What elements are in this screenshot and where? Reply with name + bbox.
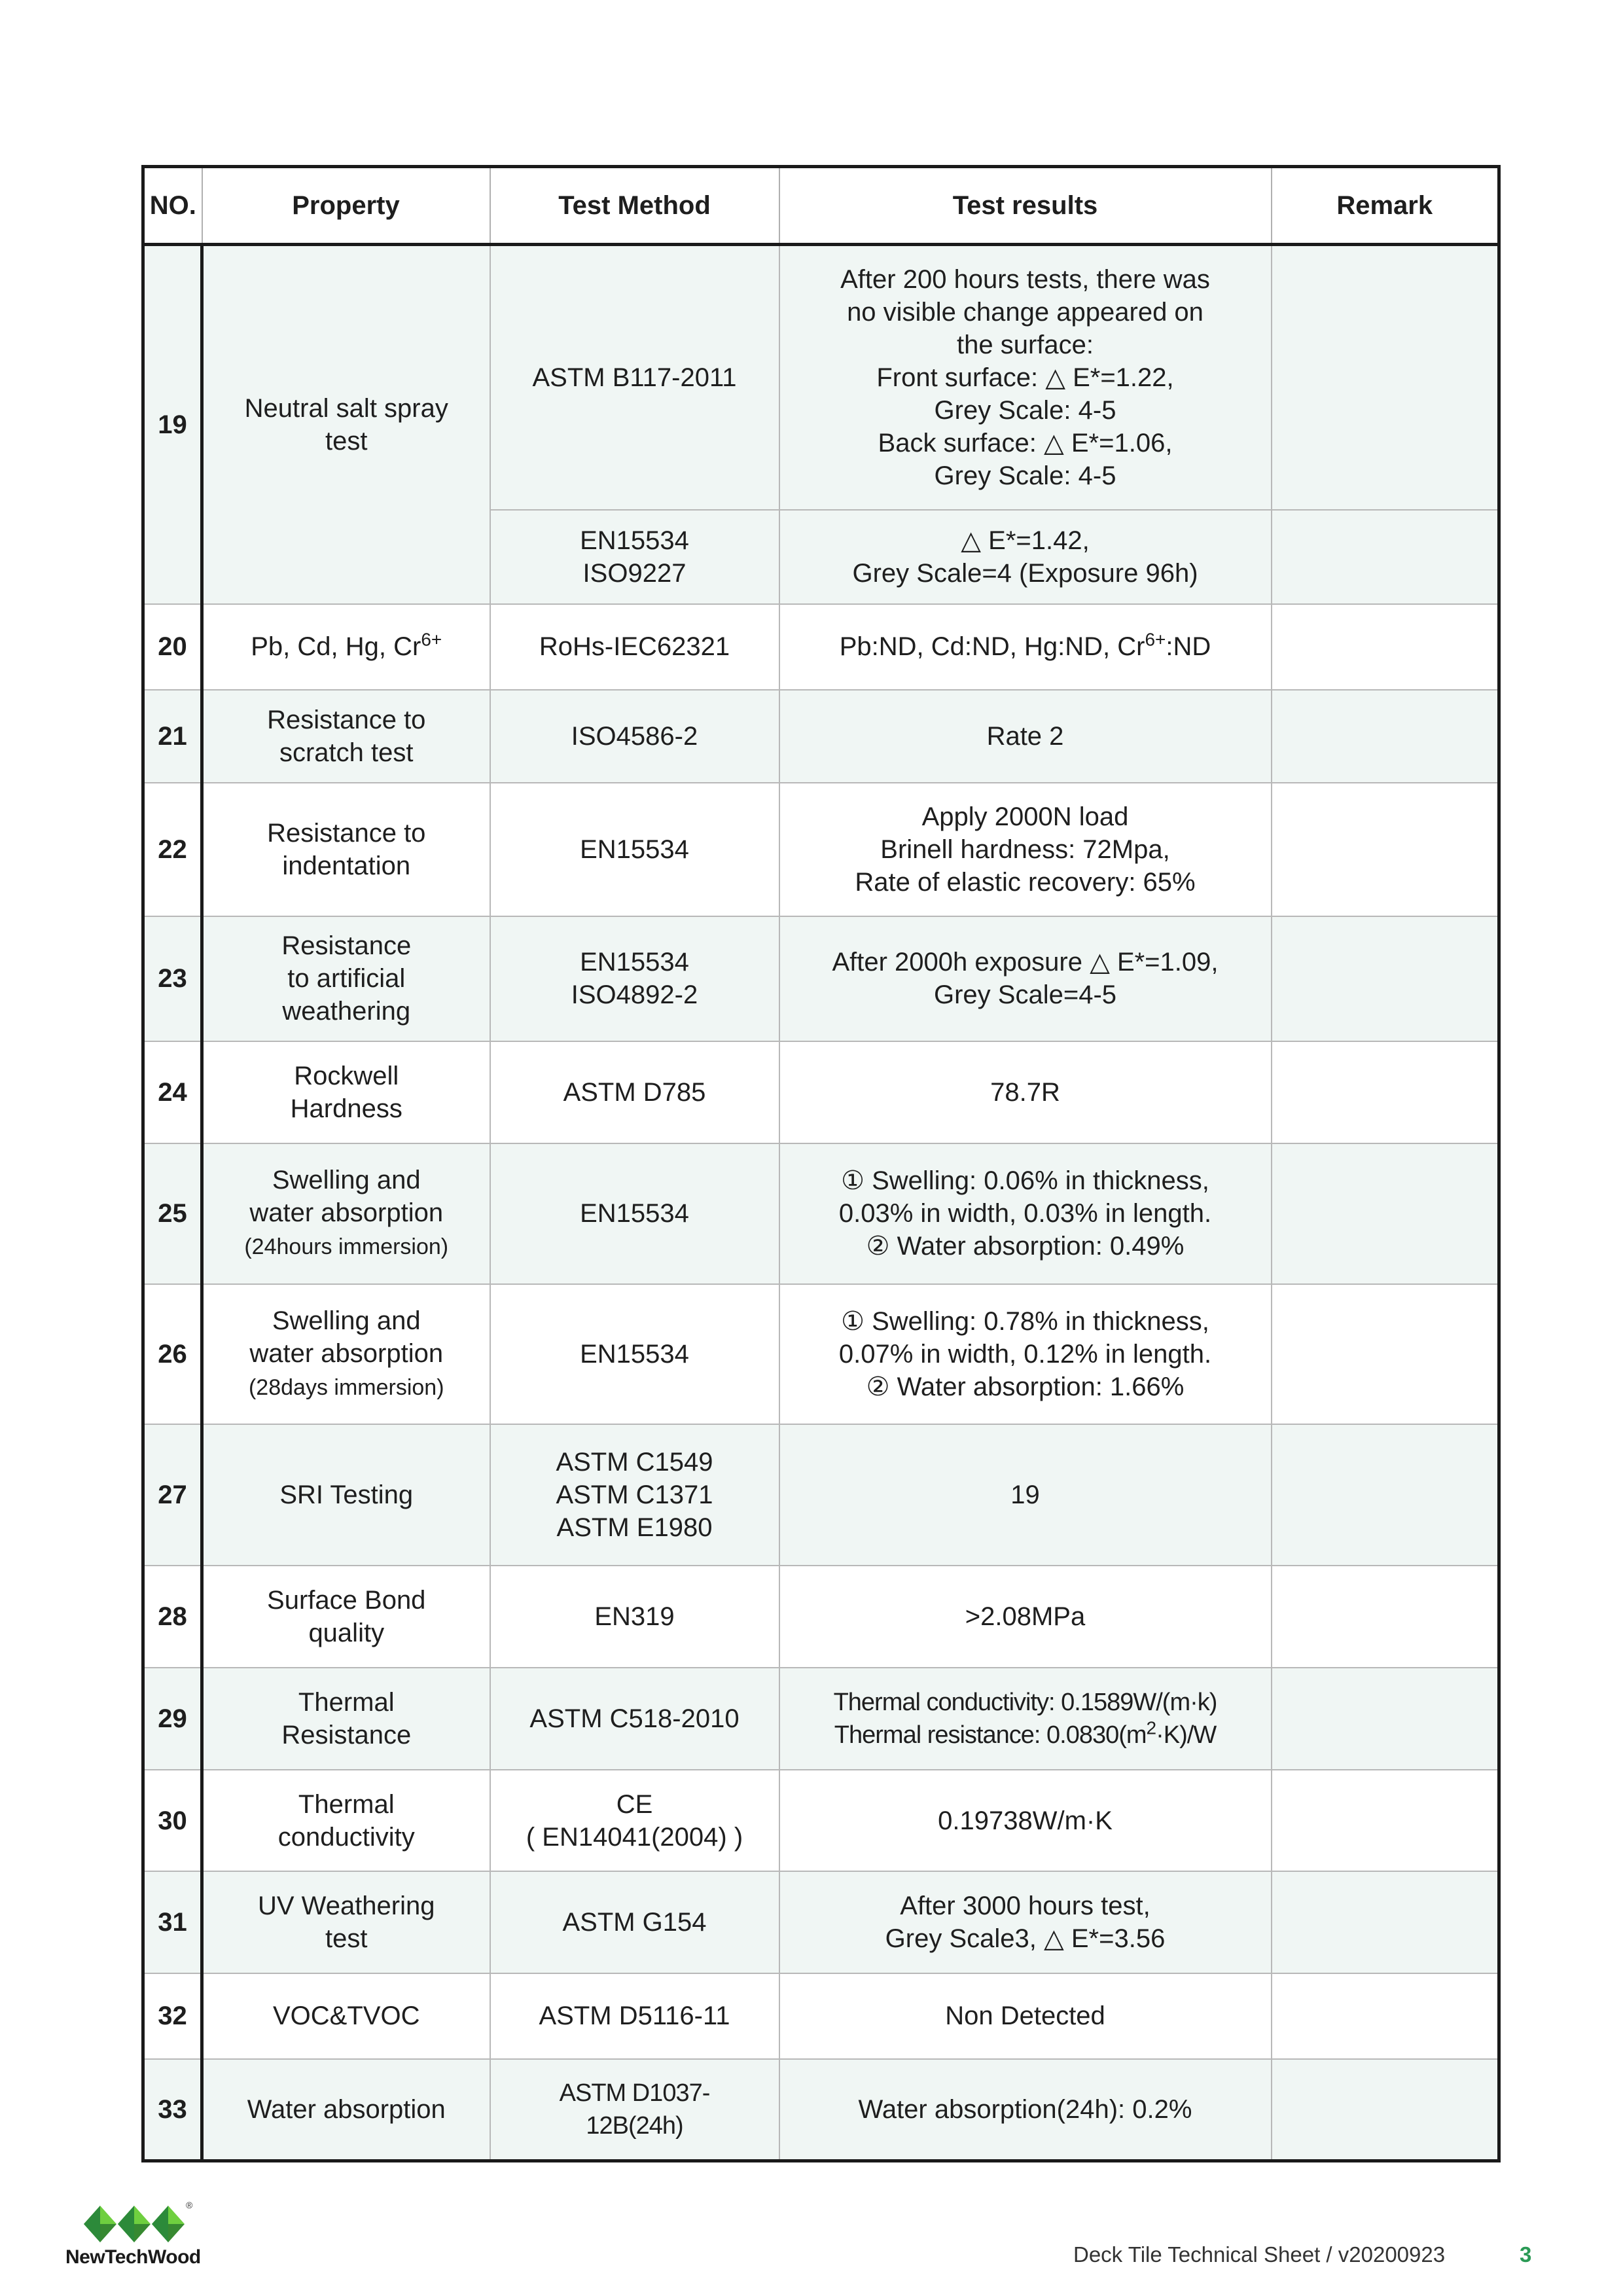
row-test-method: ISO4586-2 <box>490 690 779 783</box>
row-number: 30 <box>143 1770 202 1872</box>
row-test-result <box>779 604 1272 690</box>
table-row <box>143 1284 1499 1425</box>
row-number: 29 <box>143 1668 202 1770</box>
technical-specs-table <box>141 165 1501 2162</box>
property-text: Swelling and water absorption <box>249 1306 444 1368</box>
row-number: 20 <box>143 604 202 690</box>
table-row <box>143 783 1499 916</box>
result-line: Thermal conductivity: 0.1589W/(m·k) <box>833 1688 1217 1716</box>
row-property: Water absorption <box>202 2059 490 2161</box>
row-property: Resistance to scratch test <box>202 690 490 783</box>
row-property: SRI Testing <box>202 1424 490 1566</box>
header-no: NO. <box>143 167 202 245</box>
row-number: 32 <box>143 1973 202 2059</box>
row-remark <box>1272 604 1499 690</box>
row-property <box>202 604 490 690</box>
row-property: Thermal Resistance <box>202 1668 490 1770</box>
row-property <box>202 1143 490 1284</box>
row-test-method: ASTM D785 <box>490 1041 779 1143</box>
table-row <box>143 245 1499 511</box>
table-row <box>143 1973 1499 2059</box>
table-row <box>143 1770 1499 1872</box>
row-number: 21 <box>143 690 202 783</box>
row-number: 33 <box>143 2059 202 2161</box>
table-row <box>143 1143 1499 1284</box>
property-note: (24hours immersion) <box>244 1234 449 1260</box>
result-text: Pb:ND, Cd:ND, Hg:ND, Cr <box>839 632 1145 662</box>
property-superscript: 6+ <box>421 629 442 650</box>
row-test-result: ① Swelling: 0.78% in thickness, 0.07% in width, 0.12% in length. ② Water absorption: 1.66% <box>779 1284 1272 1425</box>
table-header-row <box>143 167 1499 245</box>
row-test-result: 78.7R <box>779 1041 1272 1143</box>
result-superscript: 6+ <box>1145 629 1166 650</box>
row-number: 24 <box>143 1041 202 1143</box>
row-test-result: After 3000 hours test, Grey Scale3, △ E*=3.56 <box>779 1871 1272 1973</box>
row-test-result: After 2000h exposure △ E*=1.09, Grey Scale=4-5 <box>779 916 1272 1041</box>
row-test-method: ASTM B117-2011 <box>490 245 779 511</box>
row-number: 26 <box>143 1284 202 1425</box>
row-test-method: EN15534 ISO4892-2 <box>490 916 779 1041</box>
table-row <box>143 1041 1499 1143</box>
row-test-result: Rate 2 <box>779 690 1272 783</box>
row-remark <box>1272 690 1499 783</box>
row-remark <box>1272 783 1499 916</box>
row-number: 19 <box>143 245 202 604</box>
row-test-method: ASTM G154 <box>490 1871 779 1973</box>
header-remark: Remark <box>1272 167 1499 245</box>
row-test-result: ① Swelling: 0.06% in thickness, 0.03% in width, 0.03% in length. ② Water absorption: 0.49% <box>779 1143 1272 1284</box>
row-remark <box>1272 1284 1499 1425</box>
row-remark <box>1272 1871 1499 1973</box>
row-remark <box>1272 2059 1499 2161</box>
row-property: Resistance to indentation <box>202 783 490 916</box>
row-test-result: 0.19738W/m·K <box>779 1770 1272 1872</box>
row-test-method: RoHs-IEC62321 <box>490 604 779 690</box>
row-test-result <box>779 1668 1272 1770</box>
result-tail: ·K)/W <box>1156 1721 1217 1749</box>
row-number: 23 <box>143 916 202 1041</box>
row-property: VOC&TVOC <box>202 1973 490 2059</box>
result-tail: :ND <box>1166 632 1211 662</box>
table-row <box>143 916 1499 1041</box>
row-test-result: Apply 2000N load Brinell hardness: 72Mpa, Rate of elastic recovery: 65% <box>779 783 1272 916</box>
row-property <box>202 1284 490 1425</box>
page-number: 3 <box>1520 2242 1532 2267</box>
row-test-method: CE ( EN14041(2004) ) <box>490 1770 779 1872</box>
row-remark <box>1272 1424 1499 1566</box>
table-row <box>143 1668 1499 1770</box>
row-property: Neutral salt spray test <box>202 245 490 604</box>
row-property: Resistance to artificial weathering <box>202 916 490 1041</box>
row-remark <box>1272 916 1499 1041</box>
row-remark <box>1272 1973 1499 2059</box>
row-remark <box>1272 1668 1499 1770</box>
sheet-label: Deck Tile Technical Sheet / v20200923 <box>1073 2242 1446 2267</box>
table-row <box>143 1871 1499 1973</box>
row-property: Thermal conductivity <box>202 1770 490 1872</box>
row-remark <box>1272 1770 1499 1872</box>
row-test-method: EN15534 <box>490 1284 779 1425</box>
table-row <box>143 1424 1499 1566</box>
row-number: 22 <box>143 783 202 916</box>
row-test-result: After 200 hours tests, there was no visible change appeared on the surface: Front surface: △ E*=1.22, Grey Scale: 4-5 Back surface: △ E*=1.06, Grey Scale: 4-5 <box>779 245 1272 511</box>
row-number: 27 <box>143 1424 202 1566</box>
table-row <box>143 690 1499 783</box>
row-test-method: EN15534 <box>490 1143 779 1284</box>
row-remark <box>1272 245 1499 511</box>
table-row <box>143 604 1499 690</box>
property-text: Swelling and water absorption <box>249 1166 444 1228</box>
table-row <box>143 2059 1499 2161</box>
row-remark <box>1272 1143 1499 1284</box>
row-remark <box>1272 510 1499 604</box>
row-test-method: EN15534 ISO9227 <box>490 510 779 604</box>
header-test-method: Test Method <box>490 167 779 245</box>
row-test-result: △ E*=1.42, Grey Scale=4 (Exposure 96h) <box>779 510 1272 604</box>
row-test-method: ASTM D5116-11 <box>490 1973 779 2059</box>
row-remark <box>1272 1041 1499 1143</box>
property-note: (28days immersion) <box>248 1374 444 1400</box>
result-text: Thermal resistance: 0.0830(m <box>834 1721 1147 1749</box>
row-property: UV Weathering test <box>202 1871 490 1973</box>
row-number: 25 <box>143 1143 202 1284</box>
table-row <box>143 1566 1499 1668</box>
row-test-result: Non Detected <box>779 1973 1272 2059</box>
header-property: Property <box>202 167 490 245</box>
result-superscript: 2 <box>1146 1717 1156 1738</box>
row-test-method: ASTM D1037- 12B(24h) <box>490 2059 779 2161</box>
trademark-symbol: ® <box>186 2200 193 2210</box>
row-property: Surface Bond quality <box>202 1566 490 1668</box>
row-test-result: >2.08MPa <box>779 1566 1272 1668</box>
row-number: 28 <box>143 1566 202 1668</box>
row-test-result: Water absorption(24h): 0.2% <box>779 2059 1272 2161</box>
row-test-method: ASTM C1549 ASTM C1371 ASTM E1980 <box>490 1424 779 1566</box>
property-text: Pb, Cd, Hg, Cr <box>251 632 421 662</box>
row-test-method: ASTM C518-2010 <box>490 1668 779 1770</box>
brand-name: NewTechWood <box>65 2246 201 2268</box>
row-property: Rockwell Hardness <box>202 1041 490 1143</box>
header-test-results: Test results <box>779 167 1272 245</box>
row-remark <box>1272 1566 1499 1668</box>
row-test-method: EN15534 <box>490 783 779 916</box>
row-test-result: 19 <box>779 1424 1272 1566</box>
row-test-method: EN319 <box>490 1566 779 1668</box>
row-number: 31 <box>143 1871 202 1973</box>
